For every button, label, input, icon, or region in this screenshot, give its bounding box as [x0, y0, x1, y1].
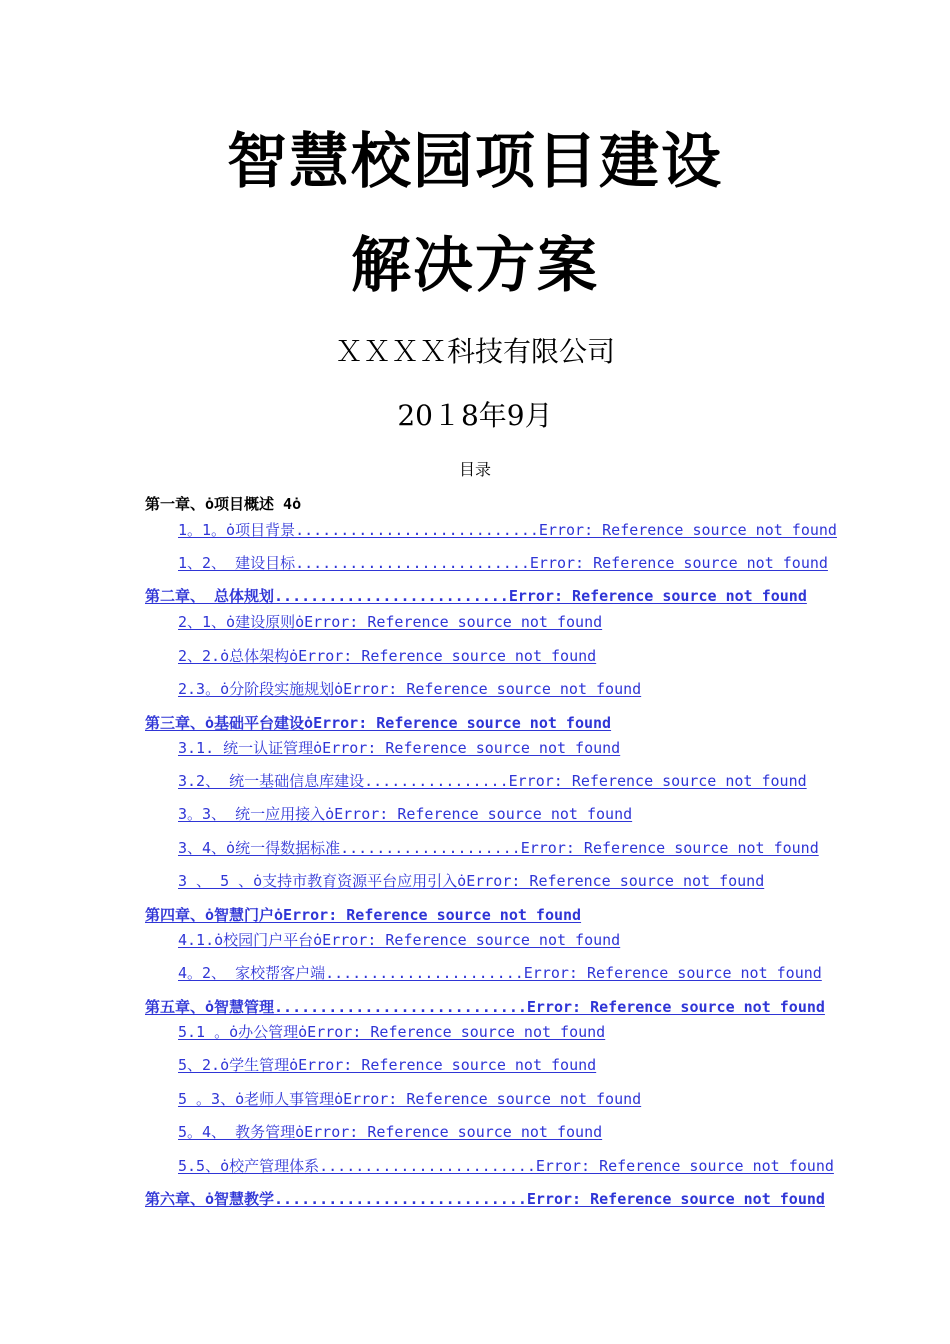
toc-entry[interactable] — [178, 1058, 596, 1073]
toc-entry[interactable] — [178, 682, 641, 697]
toc-entry[interactable] — [178, 615, 602, 630]
toc-link[interactable]: 5 。3、ȯ老师人事管理ȯError: Reference source not found — [178, 1090, 642, 1108]
toc-link[interactable]: 5.5、ȯ校产管理体系........................Error: Reference source not found — [178, 1157, 834, 1175]
toc-link[interactable]: 3、4、ȯ统一得数据标准....................Error: Reference source not found — [178, 839, 819, 857]
toc-entry[interactable] — [178, 807, 632, 822]
toc-entry[interactable] — [178, 774, 807, 789]
toc-link[interactable]: 5。4、 教务管理ȯError: Reference source not found — [178, 1123, 603, 1141]
toc-link[interactable]: 2、1、ȯ建设原则ȯError: Reference source not found — [178, 613, 603, 631]
toc-link[interactable]: 3 、 5 、ȯ支持市教育资源平台应用引入ȯError: Reference source not found — [178, 872, 765, 890]
toc-link[interactable]: 5、2.ȯ学生管理ȯError: Reference source not found — [178, 1056, 597, 1074]
toc-entry-text: 第一章、ȯ项目概述 4ȯ — [145, 495, 302, 513]
toc-entry[interactable] — [178, 741, 620, 756]
toc-entry[interactable] — [145, 716, 611, 731]
toc-link[interactable]: 4.1.ȯ校园门户平台ȯError: Reference source not found — [178, 931, 621, 949]
toc-link[interactable]: 3.2、 统一基础信息库建设................Error: Reference source not found — [178, 772, 807, 790]
toc-link[interactable]: 第三章、ȯ基础平台建设ȯError: Reference source not found — [145, 714, 612, 732]
toc-entry[interactable] — [145, 589, 807, 604]
toc-entry[interactable] — [145, 1192, 825, 1207]
toc-entry[interactable] — [178, 841, 819, 856]
toc-entry[interactable] — [145, 1000, 825, 1015]
toc-link[interactable]: 第六章、ȯ智慧教学............................Error: Reference source not found — [145, 1190, 825, 1208]
toc-entry[interactable] — [178, 966, 822, 981]
toc-link[interactable]: 2、2.ȯ总体架构ȯError: Reference source not found — [178, 647, 597, 665]
toc-link[interactable]: 1。1。ȯ项目背景...........................Error: Reference source not found — [178, 521, 837, 539]
toc-entry[interactable] — [178, 523, 837, 538]
toc-link[interactable]: 2.3。ȯ分阶段实施规划ȯError: Reference source not found — [178, 680, 642, 698]
toc-link[interactable]: 第二章、 总体规划..........................Error: Reference source not found — [145, 587, 807, 605]
toc-entry[interactable] — [178, 874, 764, 889]
toc-link[interactable]: 5.1 。ȯ办公管理ȯError: Reference source not found — [178, 1023, 606, 1041]
toc-entry[interactable] — [178, 556, 828, 571]
toc-entry — [145, 497, 301, 512]
toc-entry[interactable] — [178, 1025, 605, 1040]
toc-link[interactable]: 第五章、ȯ智慧管理............................Error: Reference source not found — [145, 998, 825, 1016]
toc-link[interactable]: 3。3、 统一应用接入ȯError: Reference source not found — [178, 805, 633, 823]
toc-heading: 目录 — [458, 460, 491, 479]
document-title-line1: 智慧校园项目建设 — [227, 127, 723, 197]
document-date: 20１8年9月 — [397, 399, 553, 432]
toc-entry[interactable] — [145, 908, 581, 923]
toc-entry[interactable] — [178, 933, 620, 948]
toc-link[interactable]: 1、2、 建设目标..........................Error: Reference source not found — [178, 554, 828, 572]
toc-entry[interactable] — [178, 1125, 602, 1140]
toc-entry[interactable] — [178, 1092, 641, 1107]
toc-link[interactable]: 第四章、ȯ智慧门户ȯError: Reference source not found — [145, 906, 582, 924]
document-title-line2: 解决方案 — [351, 231, 599, 301]
toc-link[interactable]: 3.1. 统一认证管理ȯError: Reference source not found — [178, 739, 621, 757]
toc-entry[interactable] — [178, 1159, 834, 1174]
toc-entry[interactable] — [178, 649, 596, 664]
company-name: ＸＸＸＸ科技有限公司 — [334, 335, 615, 368]
toc-link[interactable]: 4。2、 家校帮客户端......................Error: Reference source not found — [178, 964, 822, 982]
